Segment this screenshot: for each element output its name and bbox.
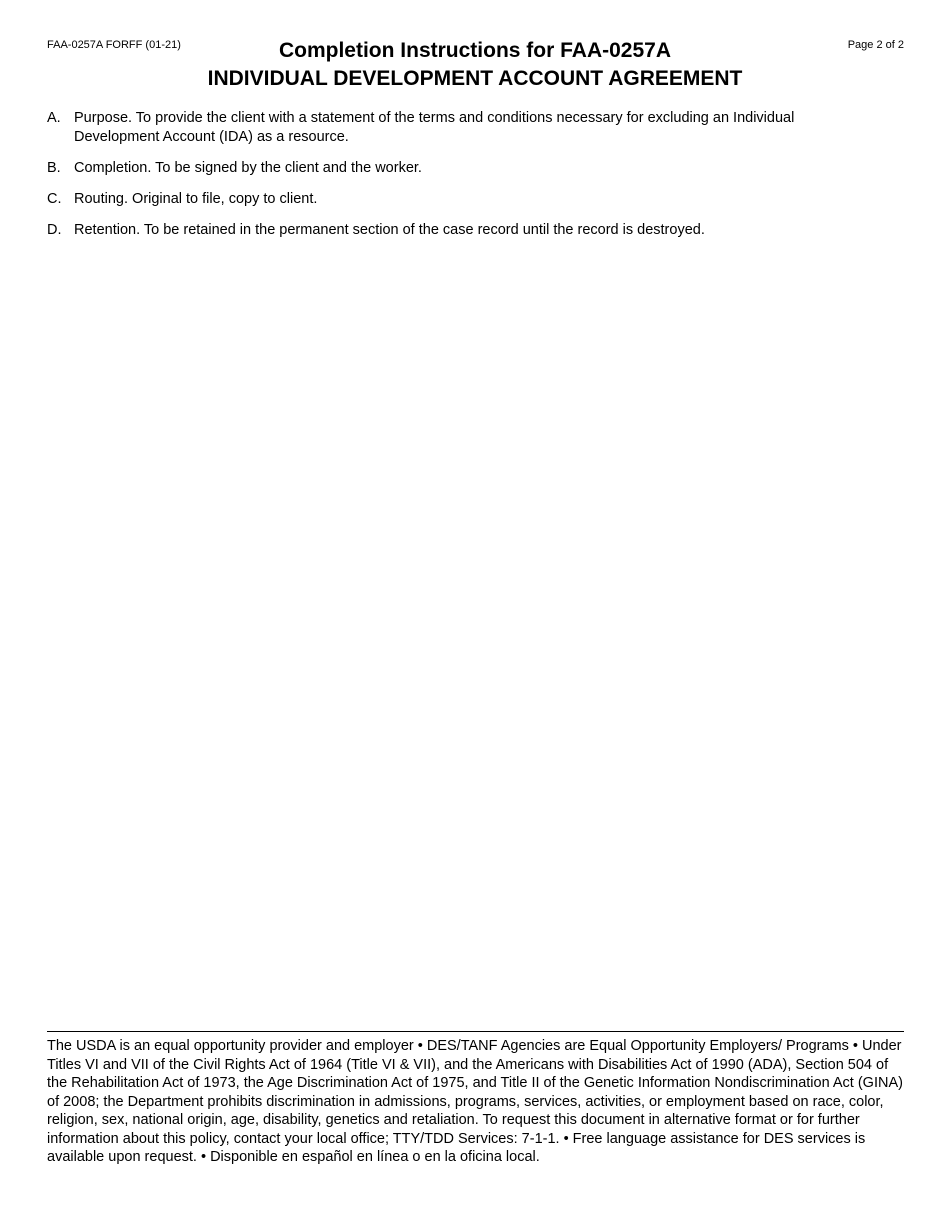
title-line-1: Completion Instructions for FAA-0257A [278, 39, 672, 62]
instruction-letter: A. [47, 110, 61, 126]
instruction-item-d [47, 221, 857, 240]
instruction-letter: B. [47, 159, 61, 176]
title-line-2: INDIVIDUAL DEVELOPMENT ACCOUNT AGREEMENT [207, 67, 743, 90]
form-id: FAA-0257A FORFF (01-21) [47, 39, 181, 51]
footer-notice: The USDA is an equal opportunity provider and employer • DES/TANF Agencies are Equal Opportunity Employers/ Programs • Under Titles VI and VII of the Civil Rights Act of 1964 (Title VI & VII), and the Americans with Disabilities Act of 1990 (ADA), Section 504 of the Rehabilitation Act of 1973, the Age Discrimination Act of 1975, and Title II of the Genetic Information Nondiscrimination Act (GINA) of 2008; the Department prohibits discrimination in admissions, programs, services, activities, or employment based on race, color, religion, sex, national origin, age, disability, genetics and retaliation. To request this document in alternative format or for further information about this policy, contact your local office; TTY/TDD Services: 7-1-1. • Free language assistance for DES services is available upon request. • Disponible en español en línea o en la oficina local. [47, 1038, 903, 1165]
instruction-text: Completion. To be signed by the client and the worker. [74, 159, 422, 176]
instruction-item-b [47, 159, 857, 178]
page-number: Page 2 of 2 [847, 39, 904, 51]
instruction-text: Purpose. To provide the client with a statement of the terms and conditions necessary for excluding an Individual Development Account (IDA) as a resource. [74, 110, 795, 145]
instruction-letter: D. [47, 221, 62, 238]
instruction-letter: C. [47, 190, 62, 207]
instruction-text: Retention. To be retained in the permanent section of the case record until the record is destroyed. [74, 221, 705, 238]
instruction-item-a [47, 109, 857, 146]
instruction-list [47, 109, 857, 252]
footer-divider [47, 1031, 904, 1032]
page-title [0, 37, 950, 93]
instruction-text: Routing. Original to file, copy to client. [74, 190, 318, 207]
instruction-item-c [47, 190, 857, 209]
